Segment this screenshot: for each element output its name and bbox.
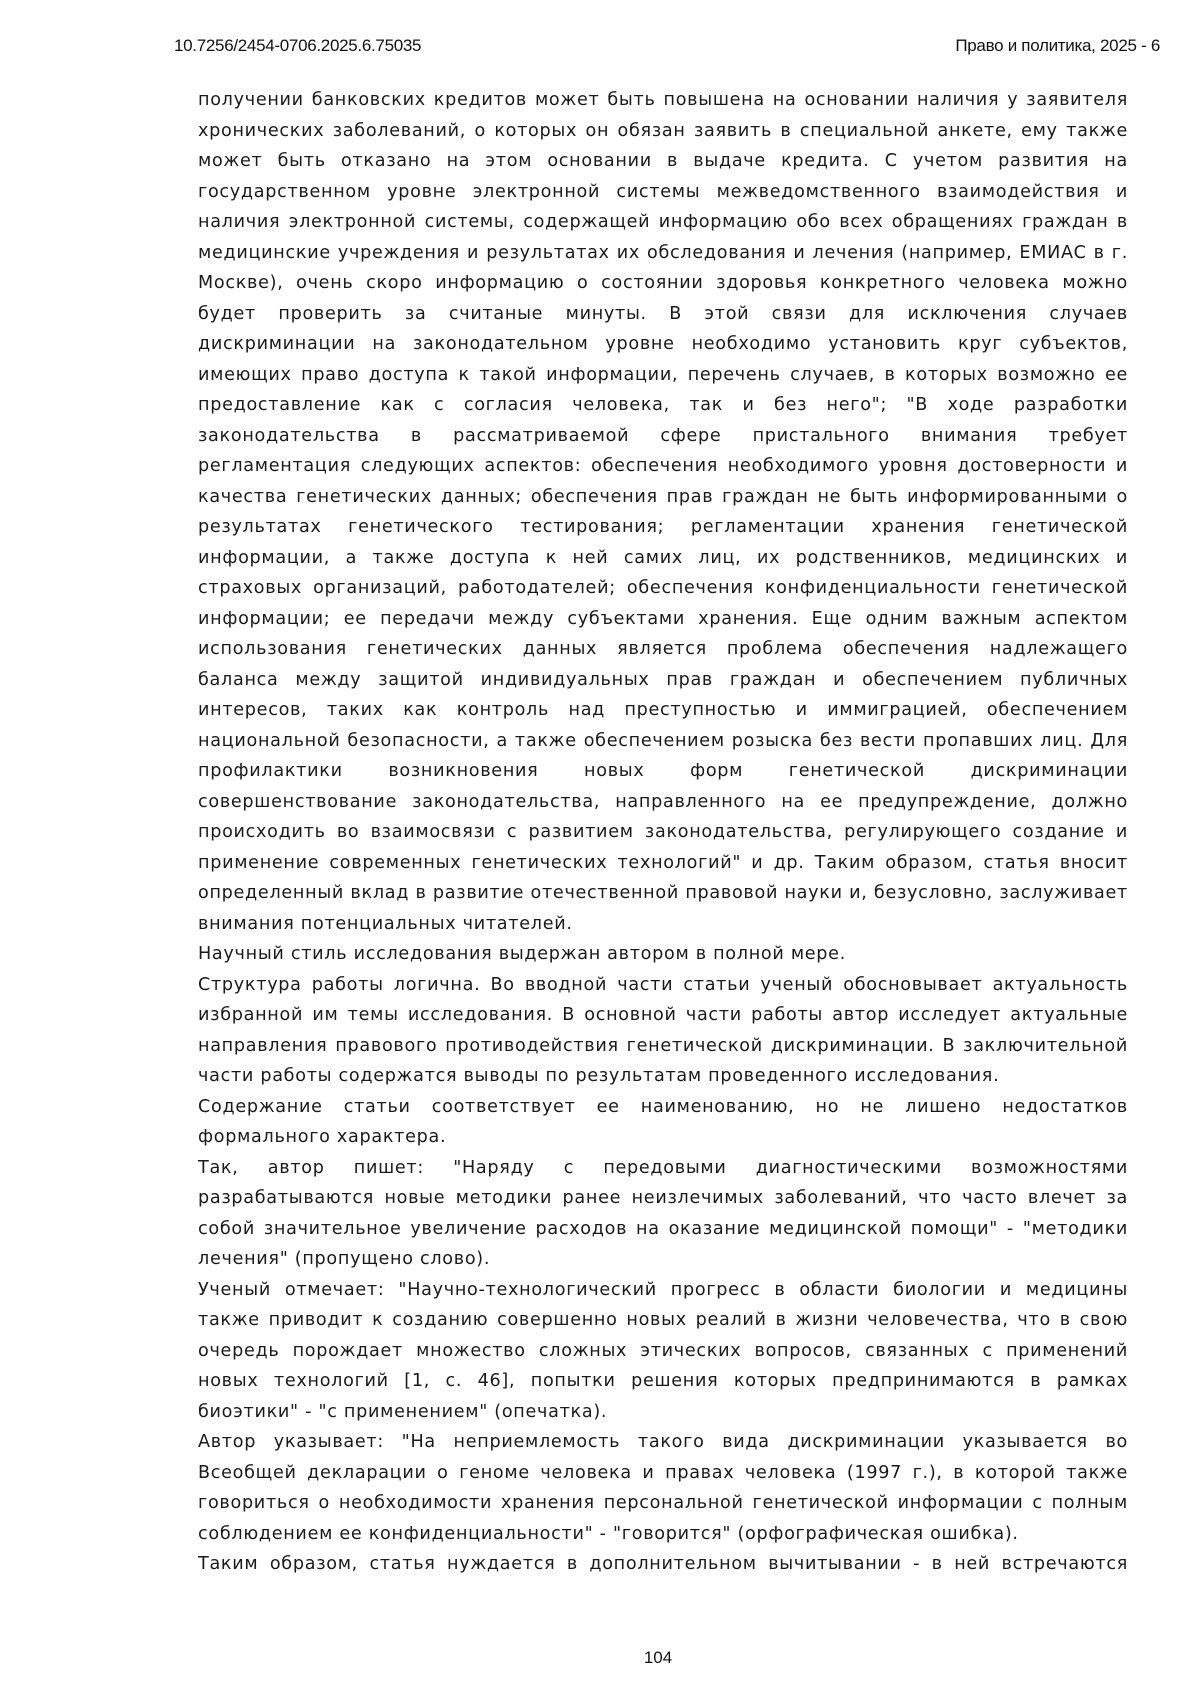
body-paragraph: Так, автор пишет: "Наряду с передовыми диагностическими возможностями разрабатываются новые методики ранее неизлечимых заболеваний, что часто влечет за собой значительное увеличение расходов на оказание медицинской помощи" - "методики лечения" (пропущено слово).: [198, 1153, 1128, 1275]
journal-issue-label: Право и политика, 2025 - 6: [955, 36, 1160, 56]
body-paragraph: Структура работы логична. Во вводной части статьи ученый обосновывает актуальность избранной им темы исследования. В основной части работы автор исследует актуальные направления правового противодействия генетической дискриминации. В заключительной части работы содержатся выводы по результатам проведенного исследования.: [198, 970, 1128, 1092]
body-paragraph: получении банковских кредитов может быть повышена на основании наличия у заявителя хронических заболеваний, о которых он обязан заявить в специальной анкете, ему также может быть отказано на этом основании в выдаче кредита. С учетом развития на государственном уровне электронной системы межведомственного взаимодействия и наличия электронной системы, содержащей информацию обо всех обращениях граждан в медицинские учреждения и результатах их обследования и лечения (например, ЕМИАС в г. Москве), очень скоро информацию о состоянии здоровья конкретного человека можно будет проверить за считаные минуты. В этой связи для исключения случаев дискриминации на законодательном уровне необходимо установить круг субъектов, имеющих право доступа к такой информации, перечень случаев, в которых возможно ее предоставление как с согласия человека, так и без него"; "В ходе разработки законодательства в рассматриваемой сфере пристального внимания требует регламентация следующих аспектов: обеспечения необходимого уровня достоверности и качества генетических данных; обеспечения прав граждан не быть информированными о результатах генетического тестирования; регламентации хранения генетической информации, а также доступа к ней самих лиц, их родственников, медицинских и страховых организаций, работодателей; обеспечения конфиденциальности генетической информации; ее передачи между субъектами хранения. Еще одним важным аспектом использования генетических данных является проблема обеспечения надлежащего баланса между защитой индивидуальных прав граждан и обеспечением публичных интересов, таких как контроль над преступностью и иммиграцией, обеспечением национальной безопасности, а также обеспечением розыска без вести пропавших лиц. Для профилактики возникновения новых форм генетической дискриминации совершенствование законодательства, направленного на ее предупреждение, должно происходить во взаимосвязи с развитием законодательства, регулирующего создание и применение современных генетических технологий" и др. Таким образом, статья вносит определенный вклад в развитие отечественной правовой науки и, безусловно, заслуживает внимания потенциальных читателей.: [198, 85, 1128, 939]
body-paragraph: Содержание статьи соответствует ее наименованию, но не лишено недостатков формального характера.: [198, 1092, 1128, 1153]
body-paragraph: Ученый отмечает: "Научно-технологический прогресс в области биологии и медицины также приводит к созданию совершенно новых реалий в жизни человечества, что в свою очередь порождает множество сложных этических вопросов, связанных с применений новых технологий [1, с. 46], попытки решения которых предпринимаются в рамках биоэтики" - "с применением" (опечатка).: [198, 1275, 1128, 1428]
page-header: [174, 36, 1160, 60]
body-paragraph: Научный стиль исследования выдержан автором в полной мере.: [198, 939, 1128, 970]
body-paragraph: Таким образом, статья нуждается в дополнительном вычитывании - в ней встречаются: [198, 1549, 1128, 1580]
body-paragraph: Автор указывает: "На неприемлемость такого вида дискриминации указывается во Всеобщей декларации о геноме человека и правах человека (1997 г.), в которой также говориться о необходимости хранения персональной генетической информации с полным соблюдением ее конфиденциальности" - "говорится" (орфографическая ошибка).: [198, 1427, 1128, 1549]
article-body: [198, 85, 1128, 1580]
doi-label: 10.7256/2454-0706.2025.6.75035: [174, 36, 421, 56]
page-number: 104: [0, 1648, 1200, 1668]
